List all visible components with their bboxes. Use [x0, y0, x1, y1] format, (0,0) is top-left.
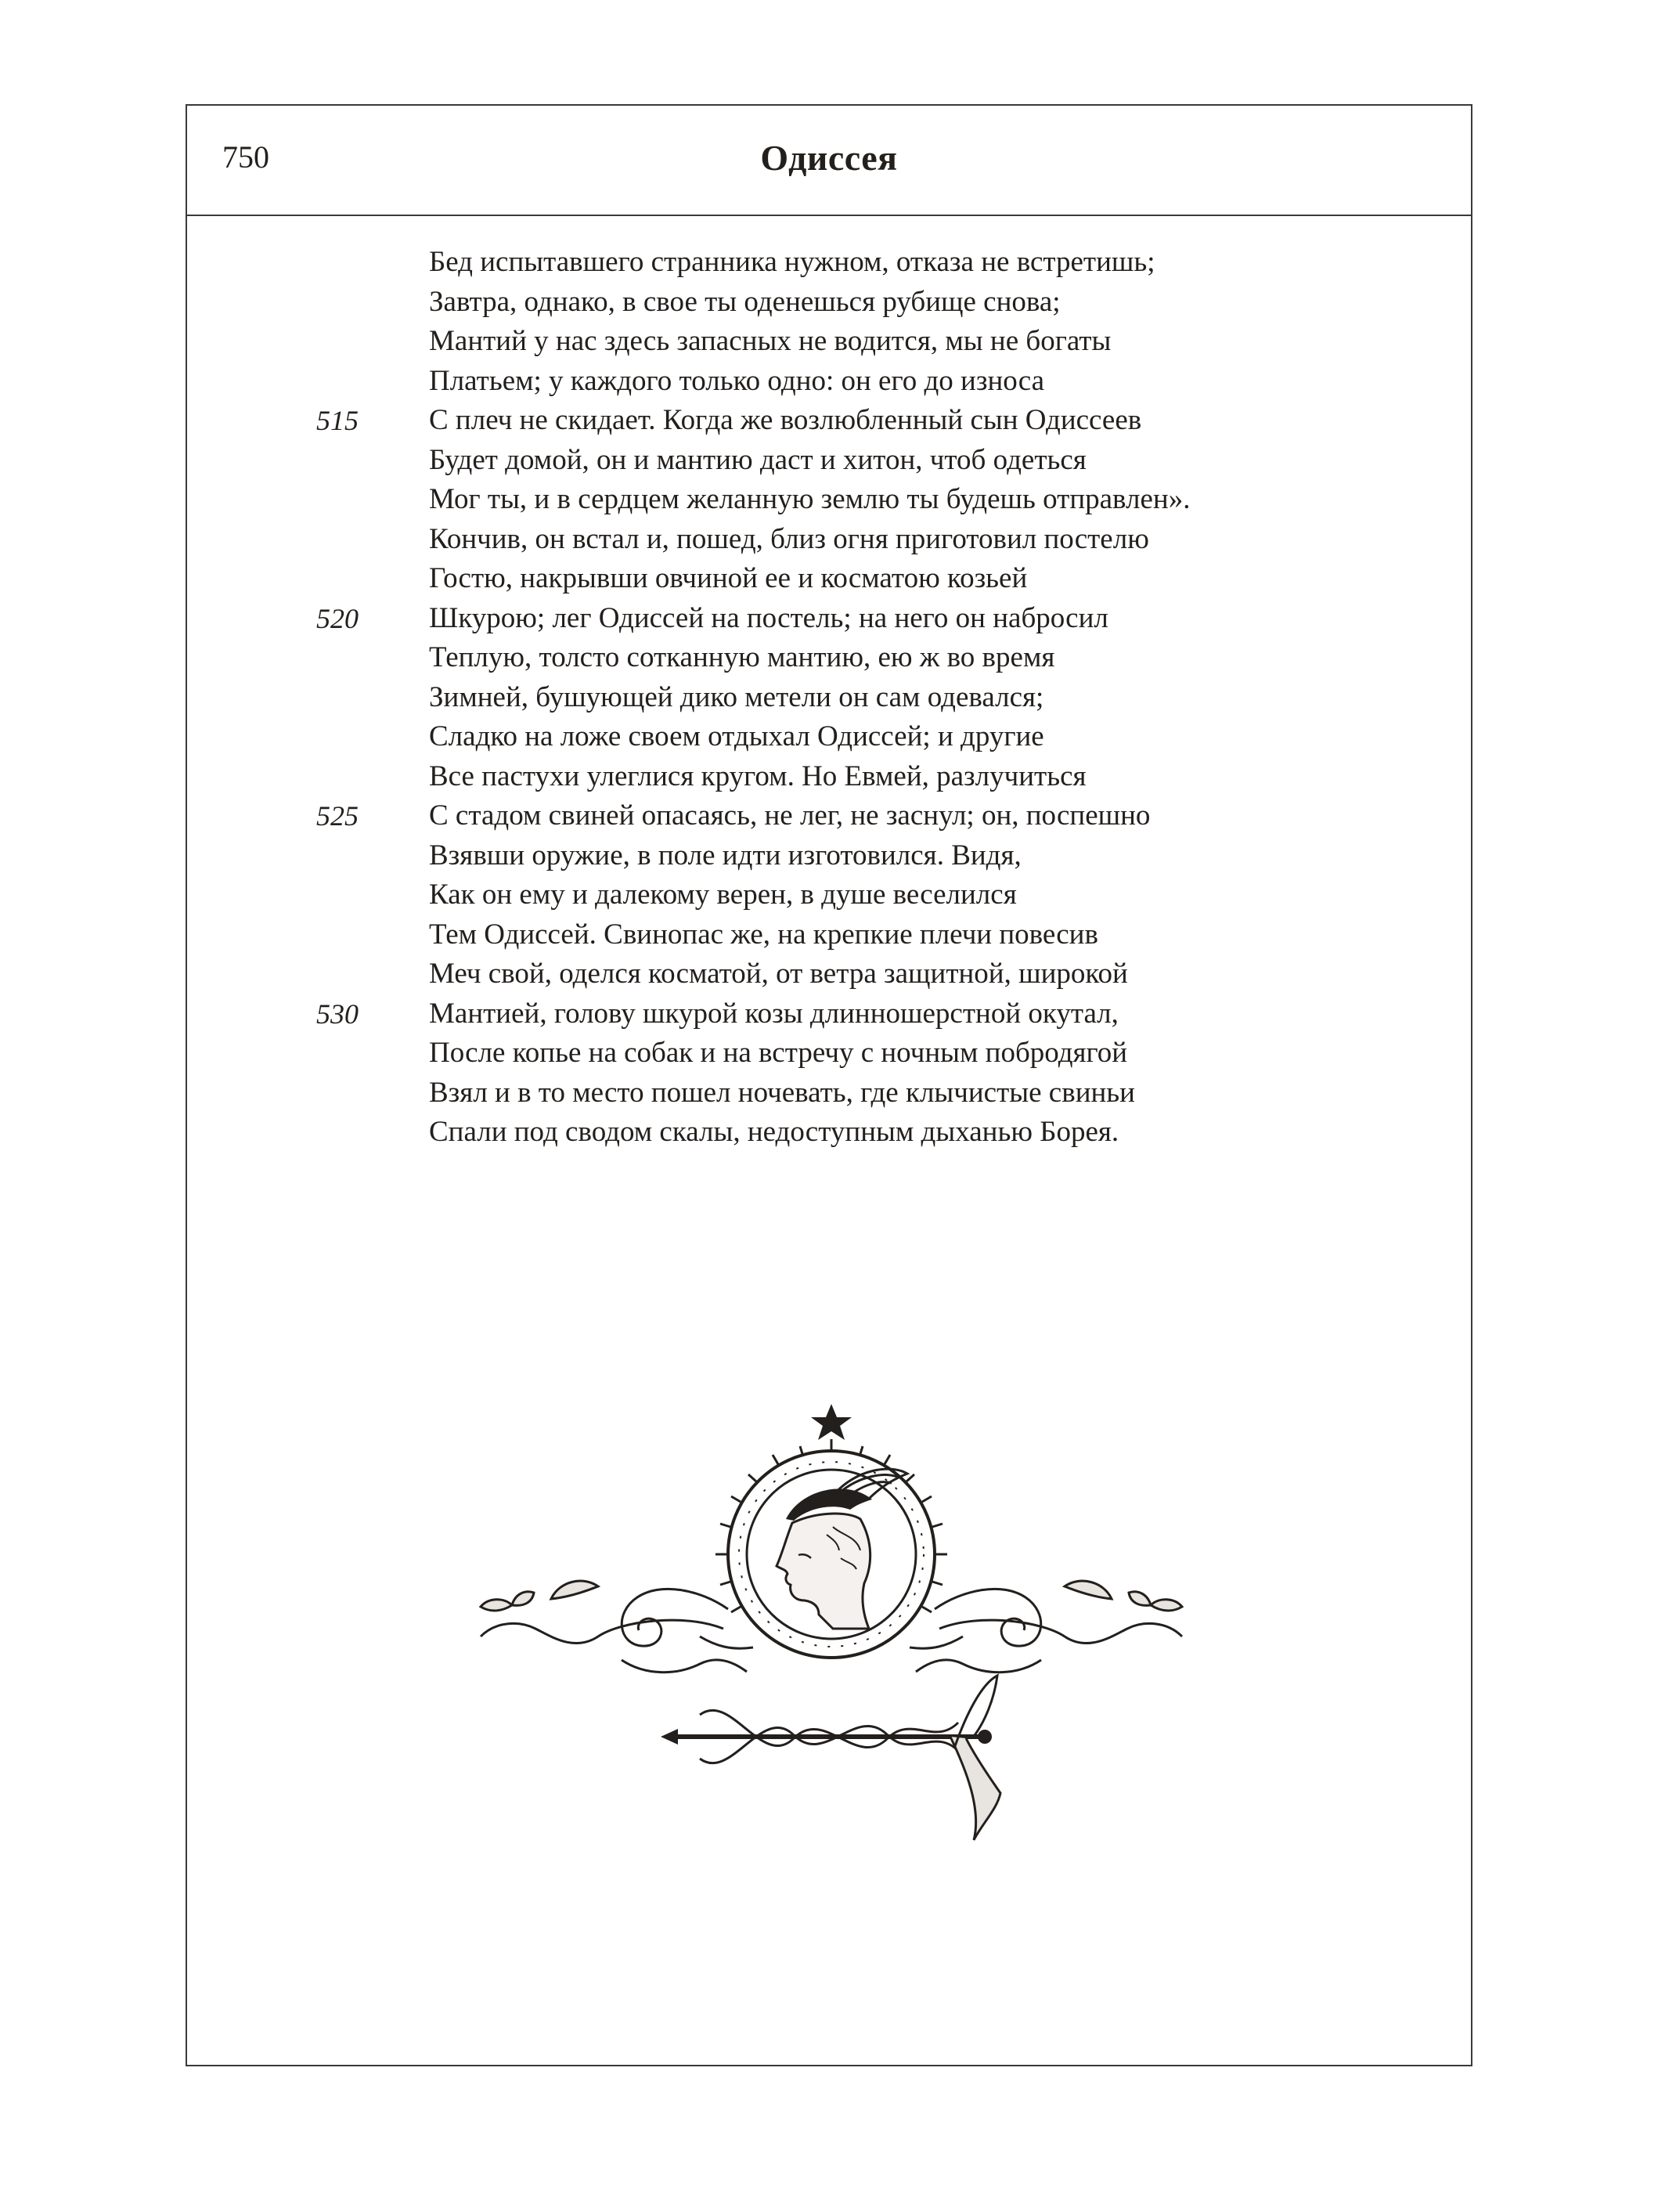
verse-line [187, 836, 1471, 876]
verse-line-text: Мантий у нас здесь запасных не водится, мы не богаты [429, 325, 1112, 357]
verse-line-text: Мантией, голову шкурой козы длинношерстной окутал, [429, 997, 1119, 1030]
verse-line [187, 559, 1471, 599]
verse-line-text: Спали под сводом скалы, недоступным дыханью Борея. [429, 1116, 1119, 1148]
verse-line-text: Будет домой, он и мантию даст и хитон, чтоб одеться [429, 443, 1087, 476]
verse-line [187, 243, 1471, 283]
verse-line-text: Зимней, бушующей дико метели он сам одевался; [429, 680, 1044, 713]
page-number: 750 [222, 139, 269, 175]
verse-line [187, 441, 1471, 481]
verse-block [187, 243, 1471, 1153]
page-frame [186, 104, 1472, 2066]
verse-line [187, 322, 1471, 362]
verse-line-text: Взявши оружие, в поле идти изготовился. Видя, [429, 839, 1022, 871]
verse-line-text: С плеч не скидает. Когда же возлюбленный сын Одиссеев [429, 404, 1142, 436]
verse-line-text: Сладко на ложе своем отдыхал Одиссей; и другие [429, 720, 1044, 752]
verse-line [187, 362, 1471, 402]
running-header [187, 106, 1471, 216]
verse-line [187, 757, 1471, 797]
verse-line-text: Шкурою; лег Одиссей на постель; на него он набросил [429, 601, 1108, 634]
running-title: Одиссея [760, 138, 898, 178]
verse-line-text: Гостю, накрывши овчиной ее и косматою козьей [429, 562, 1028, 594]
verse-line-text: Завтра, однако, в свое ты оденешься рубище снова; [429, 285, 1061, 318]
line-number: 525 [316, 800, 359, 832]
verse-line-text: Теплую, толсто сотканную мантию, ею ж во время [429, 641, 1055, 673]
verse-line [187, 401, 1471, 441]
verse-line-text: Мог ты, и в сердцем желанную землю ты будешь отправлен». [429, 483, 1191, 515]
verse-line [187, 875, 1471, 915]
verse-line-text: Платьем; у каждого только одно: он его до износа [429, 364, 1044, 397]
verse-line [187, 1074, 1471, 1113]
line-number: 520 [316, 602, 359, 634]
verse-line-text: Тем Одиссей. Свинопас же, на крепкие плечи повесив [429, 918, 1098, 951]
verse-line-text: С стадом свиней опасаясь, не лег, не заснул; он, поспешно [429, 799, 1151, 832]
verse-line [187, 1113, 1471, 1153]
verse-line [187, 1034, 1471, 1074]
verse-line [187, 599, 1471, 639]
verse-line-text: После копье на собак и на встречу с ночным побродягой [429, 1037, 1128, 1069]
hermes-medallion-vignette-icon [465, 1402, 1198, 1903]
verse-line-text: Меч свой, оделся косматой, от ветра защитной, широкой [429, 958, 1128, 990]
verse-line [187, 638, 1471, 678]
verse-line [187, 994, 1471, 1034]
verse-line [187, 796, 1471, 836]
verse-line [187, 678, 1471, 718]
verse-line [187, 520, 1471, 560]
line-number: 530 [316, 998, 359, 1030]
verse-line-text: Взял и в то место пошел ночевать, где клычистые свиньи [429, 1076, 1135, 1109]
verse-line [187, 717, 1471, 757]
line-number: 515 [316, 405, 359, 436]
verse-line [187, 954, 1471, 994]
verse-line [187, 283, 1471, 323]
verse-line-text: Все пастухи улеглися кругом. Но Евмей, разлучиться [429, 760, 1087, 792]
verse-line-text: Бед испытавшего странника нужном, отказа не встретишь; [429, 246, 1155, 278]
verse-line [187, 480, 1471, 520]
verse-line-text: Кончив, он встал и, пошед, близ огня приготовил постелю [429, 522, 1149, 555]
verse-line [187, 915, 1471, 955]
verse-line-text: Как он ему и далекому верен, в душе веселился [429, 879, 1017, 911]
